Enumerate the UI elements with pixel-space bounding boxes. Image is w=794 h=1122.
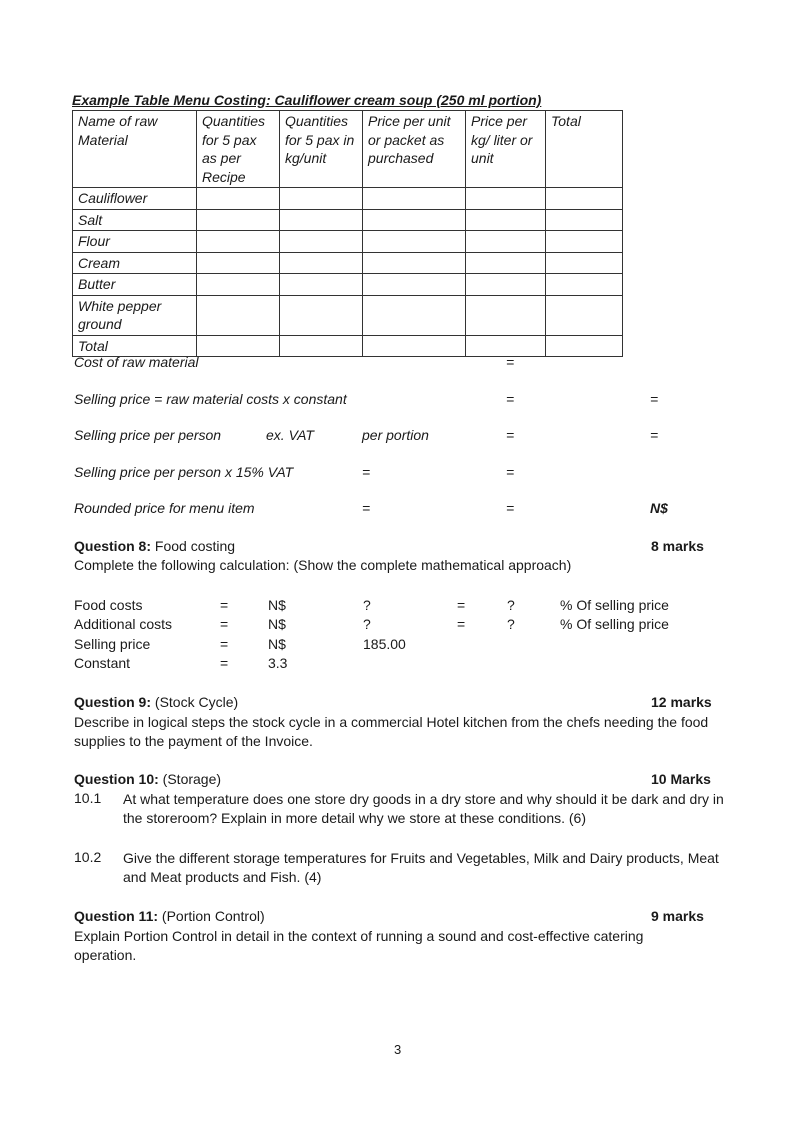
question-10-marks: 10 Marks xyxy=(651,771,711,787)
cell[interactable] xyxy=(466,295,546,335)
cell[interactable] xyxy=(546,188,623,210)
calc-row-note: % Of selling price xyxy=(560,597,669,613)
selling-price-formula: Selling price = raw material costs x constant xyxy=(74,391,347,407)
equals-sign: = xyxy=(650,391,659,407)
cell[interactable] xyxy=(363,335,466,357)
question-10-heading xyxy=(74,771,221,787)
cell[interactable] xyxy=(280,188,363,210)
table-row xyxy=(73,231,623,253)
question-8-marks: 8 marks xyxy=(651,538,704,554)
table-row xyxy=(73,274,623,296)
table-header-row xyxy=(73,111,623,188)
cell[interactable] xyxy=(363,188,466,210)
header-cell: Quantities for 5 pax as per Recipe xyxy=(197,111,280,188)
question-9-marks: 12 marks xyxy=(651,694,712,710)
cell[interactable] xyxy=(280,252,363,274)
rounded-label: Rounded price for menu item xyxy=(74,500,255,516)
item-number: 10.1 xyxy=(74,790,102,806)
row-label: Flour xyxy=(73,231,197,253)
cell[interactable] xyxy=(466,209,546,231)
per-person-label: Selling price per person xyxy=(74,427,222,443)
cell[interactable] xyxy=(280,335,363,357)
per-portion-label: per portion xyxy=(362,427,429,443)
cell[interactable] xyxy=(280,209,363,231)
table-title: Example Table Menu Costing: Cauliflower cream soup (250 ml portion) xyxy=(72,92,542,108)
calc-row-currency: N$ xyxy=(268,616,286,632)
cell[interactable] xyxy=(280,295,363,335)
header-cell: Total xyxy=(546,111,623,188)
row-label: Cauliflower xyxy=(73,188,197,210)
equals-sign: = xyxy=(506,427,515,443)
question-11-heading xyxy=(74,908,265,924)
cell[interactable] xyxy=(197,209,280,231)
cell[interactable] xyxy=(546,274,623,296)
cell[interactable] xyxy=(280,231,363,253)
table-row xyxy=(73,252,623,274)
question-8-instruction: Complete the following calculation: (Show the complete mathematical approach) xyxy=(74,557,572,573)
header-cell: Price per unit or packet as purchased xyxy=(363,111,466,188)
calc-row-eq: = xyxy=(220,636,229,652)
equals-sign: = xyxy=(362,464,371,480)
calc-row-eq: = xyxy=(220,597,229,613)
equals-sign: = xyxy=(362,500,371,516)
currency-label: N$ xyxy=(650,500,668,516)
equals-sign: = xyxy=(506,500,515,516)
question-label: Question 9: xyxy=(74,694,152,710)
cell[interactable] xyxy=(363,209,466,231)
cell[interactable] xyxy=(546,295,623,335)
cell[interactable] xyxy=(546,252,623,274)
question-title: (Stock Cycle) xyxy=(151,694,239,710)
cell[interactable] xyxy=(363,231,466,253)
calc-row-eq2: = xyxy=(457,616,466,632)
equals-sign: = xyxy=(506,464,515,480)
question-label: Question 11: xyxy=(74,908,159,924)
question-title: (Storage) xyxy=(158,771,222,787)
question-label: Question 10: xyxy=(74,771,159,787)
equals-sign: = xyxy=(650,427,659,443)
cost-raw-label: Cost of raw material xyxy=(74,354,199,370)
header-cell: Price per kg/ liter or unit xyxy=(466,111,546,188)
calc-row-pct: ? xyxy=(507,597,515,613)
row-label: Salt xyxy=(73,209,197,231)
calc-row-note: % Of selling price xyxy=(560,616,669,632)
cell[interactable] xyxy=(197,295,280,335)
calc-row-eq: = xyxy=(220,616,229,632)
cell[interactable] xyxy=(466,274,546,296)
cell[interactable] xyxy=(363,295,466,335)
header-cell: Quantities for 5 pax in kg/unit xyxy=(280,111,363,188)
calc-row-eq2: = xyxy=(457,597,466,613)
question-10-1-text: At what temperature does one store dry goods in a dry store and why should it be dark and dry in the storeroom? Explain in more detail why we store at these conditions. (6) xyxy=(123,791,724,826)
table-row xyxy=(73,295,623,335)
cell[interactable] xyxy=(280,274,363,296)
question-9-text: Describe in logical steps the stock cycle in a commercial Hotel kitchen from the chefs needing the food supplies to the payment of the Invoice. xyxy=(74,714,709,749)
cell[interactable] xyxy=(363,274,466,296)
calc-row-currency: N$ xyxy=(268,636,286,652)
question-label: Question 8: xyxy=(74,538,152,554)
question-10-2-text: Give the different storage temperatures for Fruits and Vegetables, Milk and Dairy products, Meat and Meat products and Fish. (4) xyxy=(123,850,719,885)
costing-table xyxy=(72,110,623,357)
calc-row-name: Food costs xyxy=(74,597,143,613)
header-cell: Name of raw Material xyxy=(73,111,197,188)
equals-sign: = xyxy=(506,354,515,370)
table-row xyxy=(73,209,623,231)
question-8-heading xyxy=(74,538,235,554)
calc-row-pct: ? xyxy=(507,616,515,632)
equals-sign: = xyxy=(506,391,515,407)
calc-row-currency: 3.3 xyxy=(268,655,288,671)
ex-vat-label: ex. VAT xyxy=(266,427,314,443)
calc-row-value: ? xyxy=(363,616,371,632)
calc-row-currency: N$ xyxy=(268,597,286,613)
calc-row-name: Selling price xyxy=(74,636,151,652)
cell[interactable] xyxy=(546,209,623,231)
row-label: Total xyxy=(73,335,197,357)
cell[interactable] xyxy=(466,252,546,274)
cell[interactable] xyxy=(197,335,280,357)
cell[interactable] xyxy=(546,231,623,253)
cell[interactable] xyxy=(197,188,280,210)
calc-row-value: ? xyxy=(363,597,371,613)
question-title: (Portion Control) xyxy=(158,908,265,924)
row-label: Cream xyxy=(73,252,197,274)
question-title: Food costing xyxy=(151,538,236,554)
cell[interactable] xyxy=(197,231,280,253)
cell[interactable] xyxy=(363,252,466,274)
cell[interactable] xyxy=(546,335,623,357)
calc-row-name: Constant xyxy=(74,655,131,671)
page-number: 3 xyxy=(394,1042,402,1057)
vat-label: Selling price per person x 15% VAT xyxy=(74,464,294,480)
cell[interactable] xyxy=(466,188,546,210)
row-label: Butter xyxy=(73,274,197,296)
question-11-marks: 9 marks xyxy=(651,908,704,924)
cell[interactable] xyxy=(197,252,280,274)
question-11-text: Explain Portion Control in detail in the context of running a sound and cost-effective catering operation. xyxy=(74,928,644,963)
cell[interactable] xyxy=(197,274,280,296)
row-label: White pepper ground xyxy=(73,295,197,335)
table-row xyxy=(73,188,623,210)
calc-row-value: 185.00 xyxy=(363,636,406,652)
cell[interactable] xyxy=(466,231,546,253)
question-9-heading xyxy=(74,694,238,710)
calc-row-eq: = xyxy=(220,655,229,671)
item-number: 10.2 xyxy=(74,849,102,865)
calc-row-name: Additional costs xyxy=(74,616,173,632)
